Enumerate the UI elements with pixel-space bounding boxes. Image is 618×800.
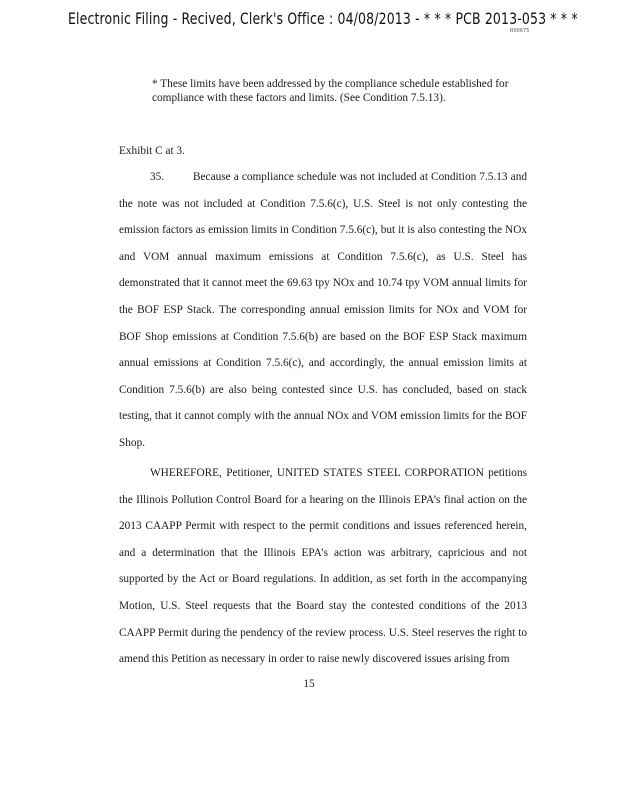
quoted-note: * These limits have been addressed by the compliance schedule established for compliance with these factors and limits. (See Condition 7.5.13). xyxy=(152,78,509,105)
wherefore-paragraph: WHEREFORE, Petitioner, UNITED STATES STEEL CORPORATION petitions the Illinois Pollution Control Board for a hearing on the Illinois EPA’s final action on the 2013 CAAPP Permit with respect to the permit conditions and issues referenced herein, and a determination that the Illinois EPA’s action was arbitrary, capricious and not supported by the Act or Board regulations. In addition, as set forth in the accompanying Motion, U.S. Steel requests that the Board stay the contested conditions of the 2013 CAAPP Permit during the pendency of the review process. U.S. Steel reserves the right to amend this Petition as necessary in order to raise newly discovered issues arising from xyxy=(119,467,527,666)
paragraph-number: 35. xyxy=(150,171,165,183)
bates-stamp: R00675 xyxy=(510,28,530,34)
page-number: 15 xyxy=(303,678,315,690)
paragraph-35 xyxy=(119,164,527,457)
paragraph-35-text: Because a compliance schedule was not included at Condition 7.5.13 and the note was not included at Condition 7.5.6(c), U.S. Steel is not only contesting the emission factors as emission limits in Condition 7.5.6(c), but it is also contesting the NOx and VOM annual maximum emissions at Condition 7.5.6(c), as U.S. Steel has demonstrated that it cannot meet the 69.63 tpy NOx and 10.74 tpy VOM annual limits for the BOF ESP Stack. The corresponding annual emission limits for NOx and VOM for BOF Shop emissions at Condition 7.5.6(b) are based on the BOF ESP Stack maximum annual emissions at Condition 7.5.6(c), and accordingly, the annual emission limits at Condition 7.5.6(b) are also being contested since U.S. has concluded, based on stack testing, that it cannot comply with the annual NOx and VOM emission limits for the BOF Shop. xyxy=(119,171,527,449)
filing-header: Electronic Filing - Recived, Clerk's Office : 04/08/2013 - * * * PCB 2013-053 * * * xyxy=(67,9,578,28)
exhibit-reference: Exhibit C at 3. xyxy=(119,145,185,157)
